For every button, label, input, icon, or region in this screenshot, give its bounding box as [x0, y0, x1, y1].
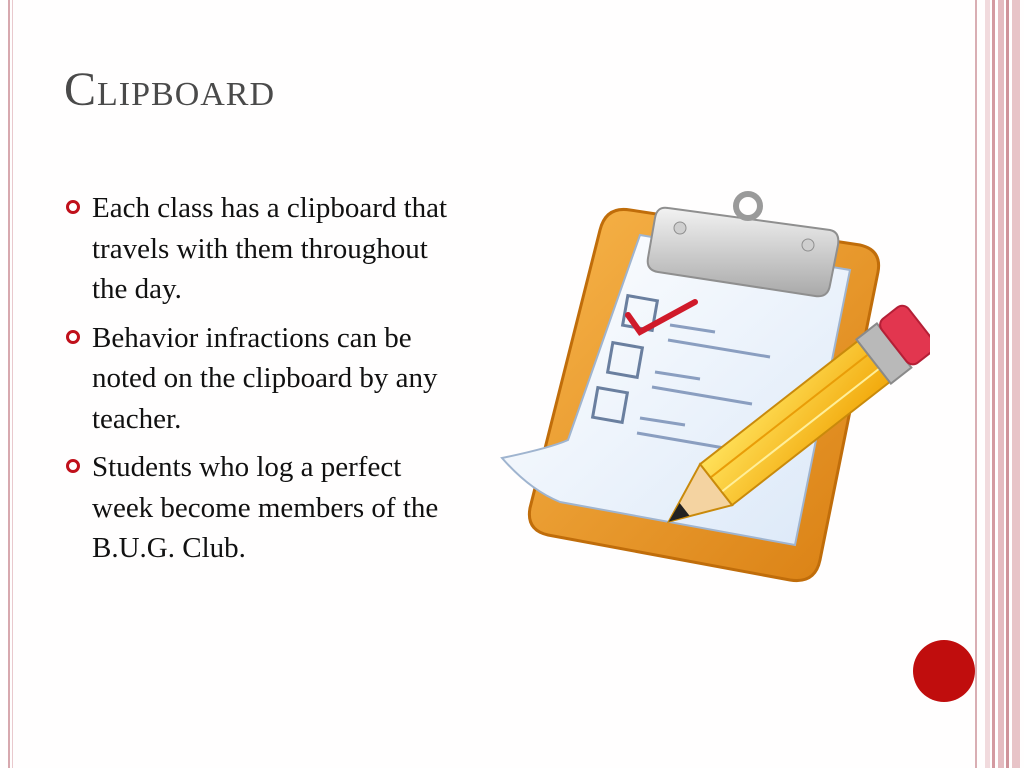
bullet-item	[64, 447, 464, 569]
slide-title: Clipboard	[64, 63, 276, 116]
bullet-item	[64, 188, 464, 310]
bullet-ring-icon	[66, 459, 80, 473]
bullet-text: Students who log a perfect week become members of the B.U.G. Club.	[92, 451, 439, 564]
right-stripe	[1006, 0, 1009, 768]
right-stripe	[992, 0, 995, 768]
clipboard-checklist-pencil-icon	[490, 190, 930, 590]
frame-left-inner-border	[12, 0, 13, 768]
bullet-item	[64, 318, 464, 440]
right-stripe	[985, 0, 990, 768]
bullet-text: Each class has a clipboard that travels with them throughout the day.	[92, 192, 448, 305]
frame-right-border	[975, 0, 977, 768]
frame-left-border	[8, 0, 10, 768]
bullet-list	[64, 188, 464, 577]
right-stripe	[1012, 0, 1020, 768]
bullet-text: Behavior infractions can be noted on the clipboard by any teacher.	[92, 321, 438, 435]
right-stripe	[998, 0, 1004, 768]
bullet-ring-icon	[66, 200, 80, 214]
decorative-red-dot	[913, 640, 975, 702]
bullet-ring-icon	[66, 330, 80, 344]
